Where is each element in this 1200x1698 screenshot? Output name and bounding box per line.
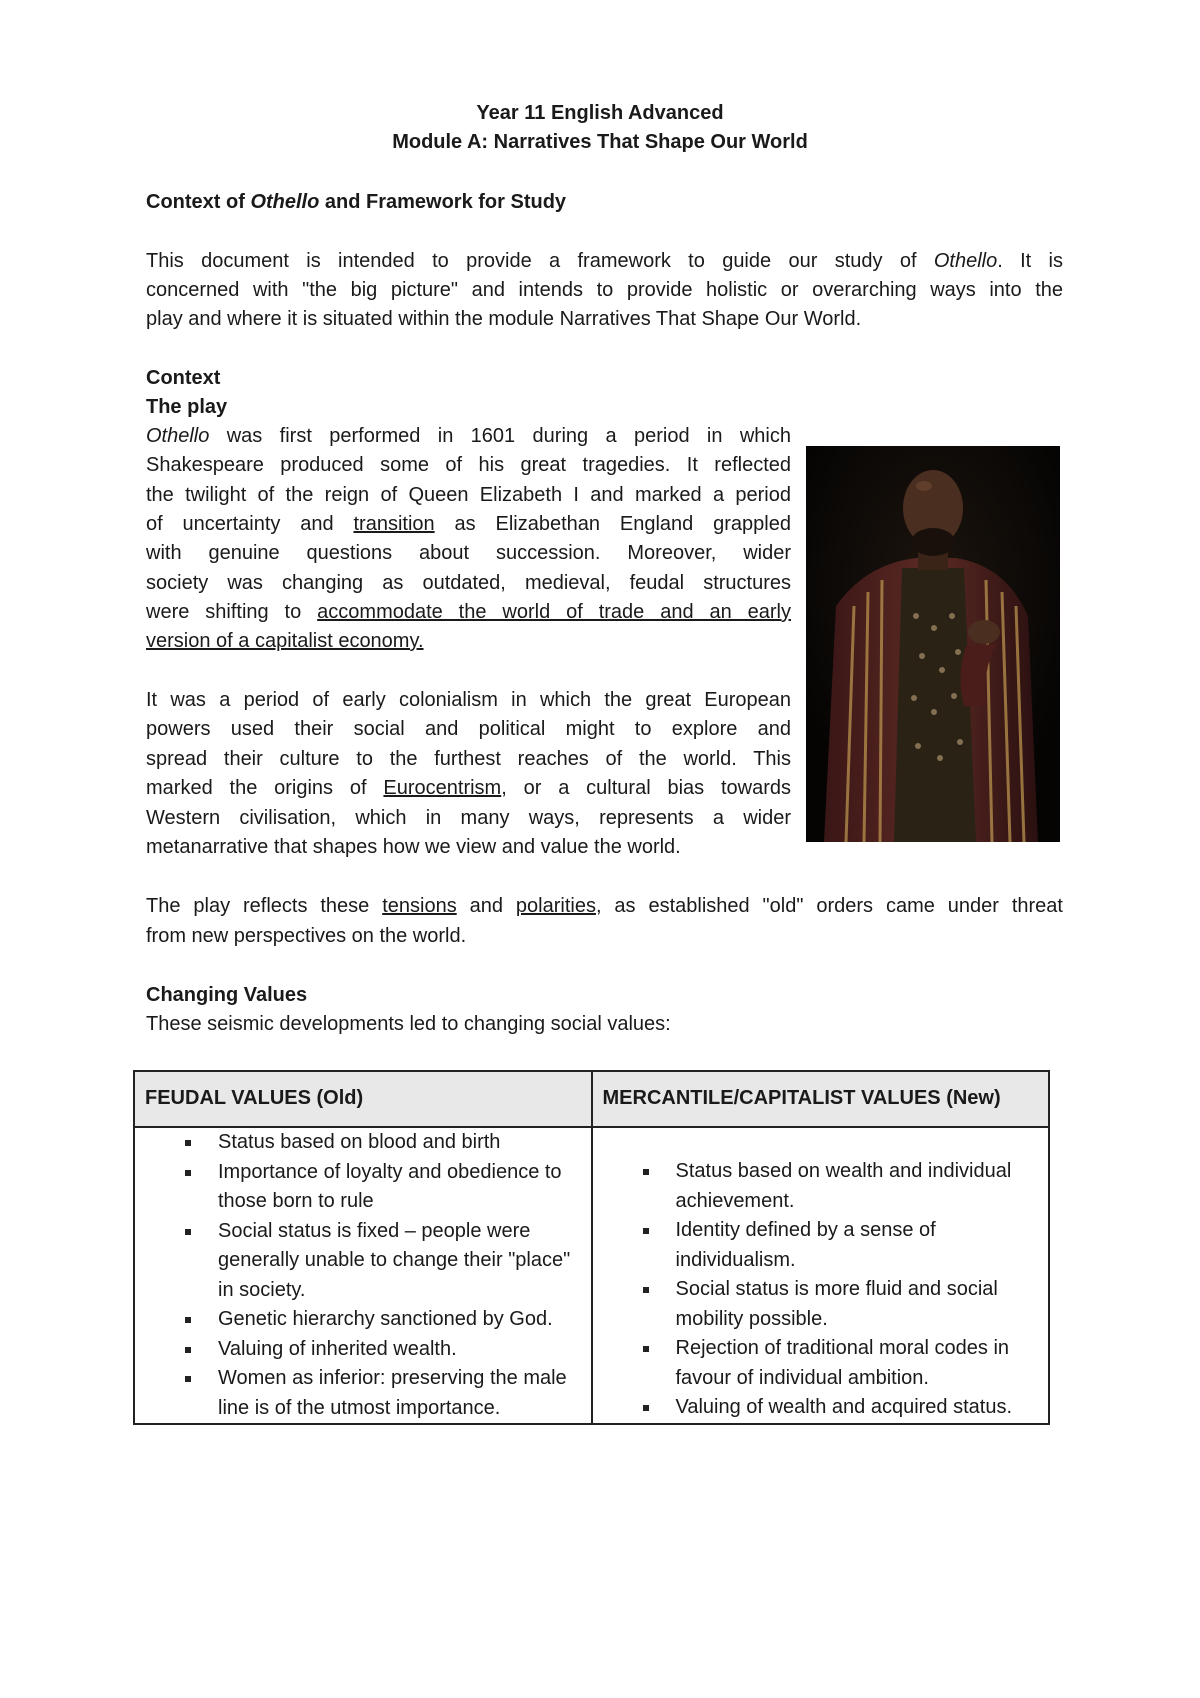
feudal-values-list [135,1128,591,1423]
bullet-item: Identity defined by a sense of individualism. [593,1216,1049,1275]
colonial-para-line-3: spread their culture to the furthest reaches of the world. This [146,748,791,770]
colonial-para-line-4: marked the origins of Eurocentrism, or a cultural bias towards [146,777,792,799]
bullet-item: Valuing of inherited wealth. [135,1335,591,1365]
intro-line-2: concerned with "the big picture" and intends to provide holistic or overarching ways into the [146,279,1063,301]
bullet-item: Rejection of traditional moral codes in favour of individual ambition. [593,1334,1049,1393]
tensions-line-1: The play reflects these tensions and polarities, as established "old" orders came under threat [146,895,1063,917]
colonial-para-line-5: Western civilisation, which in many ways, represents a wider [146,807,791,829]
bullet-item: Valuing of wealth and acquired status. [593,1393,1049,1423]
bullet-item: Status based on wealth and individual achievement. [593,1157,1049,1216]
colonial-para-line-1: It was a period of early colonialism in which the great European [146,689,791,711]
intro-line-1: This document is intended to provide a framework to guide our study of Othello. It is [146,250,1063,272]
values-table-body-row [134,1127,1049,1424]
play-para-line-1: Othello was first performed in 1601 during a period in which [146,425,791,447]
intro-line-3: play and where it is situated within the module Narratives That Shape Our World. [146,308,862,330]
the-play-subheading: The play [146,396,228,418]
bullet-item: Women as inferior: preserving the male line is of the utmost importance. [135,1364,591,1423]
play-para-line-4: of uncertainty and transition as Elizabethan England grappled [146,513,791,535]
feudal-values-cell [134,1127,592,1424]
play-para-line-2: Shakespeare produced some of his great tragedies. It reflected [146,454,791,476]
bullet-item: Importance of loyalty and obedience to those born to rule [135,1158,591,1217]
changing-values-intro: These seismic developments led to changing social values: [146,1013,671,1035]
values-table [133,1070,1050,1425]
bullet-item: Status based on blood and birth [135,1128,591,1158]
colonial-para-line-6: metanarrative that shapes how we view and value the world. [146,836,681,858]
play-para-line-7: were shifting to accommodate the world of trade and an early [146,601,791,623]
bullet-item: Social status is fixed – people were generally unable to change their "place" in society. [135,1217,591,1306]
mercantile-header: MERCANTILE/CAPITALIST VALUES (New) [592,1071,1050,1127]
bullet-item: Social status is more fluid and social mobility possible. [593,1275,1049,1334]
othello-actor-photo [806,446,1060,842]
values-table-header-row [134,1071,1049,1127]
play-para-line-6: society was changing as outdated, medieval, feudal structures [146,572,791,594]
course-title: Year 11 English Advanced [476,102,724,124]
play-para-line-5: with genuine questions about succession. Moreover, wider [146,542,791,564]
tensions-line-2: from new perspectives on the world. [146,925,467,947]
section-title: Context of Othello and Framework for Study [146,191,567,213]
play-para-line-8: version of a capitalist economy. [146,630,424,652]
feudal-header: FEUDAL VALUES (Old) [134,1071,592,1127]
colonial-para-line-2: powers used their social and political might to explore and [146,718,791,740]
bullet-item: Genetic hierarchy sanctioned by God. [135,1305,591,1335]
play-para-line-3: the twilight of the reign of Queen Elizabeth I and marked a period [146,484,791,506]
mercantile-values-cell [592,1127,1050,1424]
module-title: Module A: Narratives That Shape Our World [392,131,808,153]
context-heading: Context [146,367,221,389]
mercantile-values-list [593,1157,1049,1423]
changing-values-heading: Changing Values [146,984,308,1006]
